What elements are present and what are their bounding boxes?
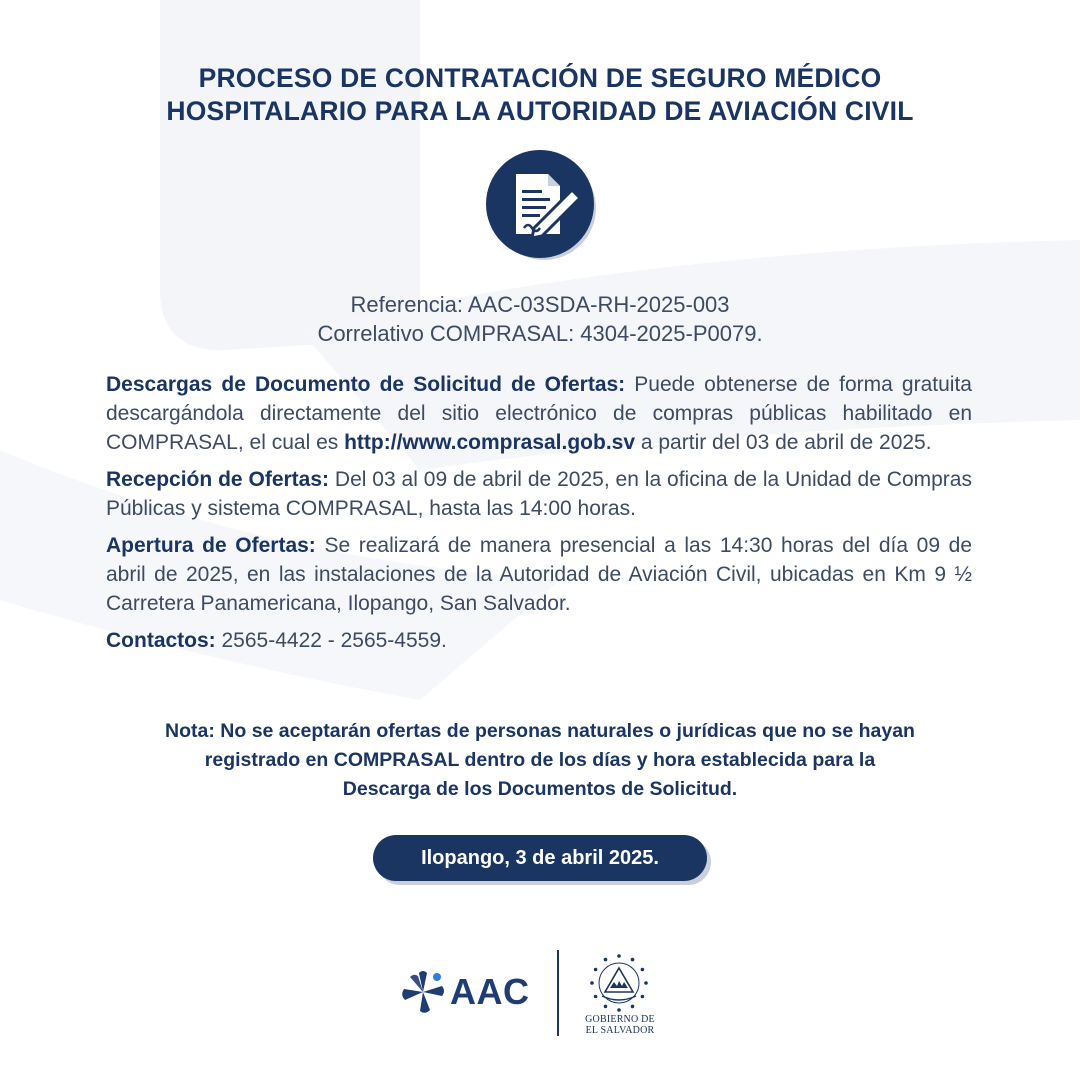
apertura-label: Apertura de Ofertas: — [106, 534, 316, 557]
gov-line-1: GOBIERNO DE — [585, 1014, 655, 1025]
reference-block — [140, 290, 940, 348]
nota-line-2: registrado en COMPRASAL dentro de los días y hora establecida para la — [204, 749, 876, 771]
descargas-text: Puede obtenerse de forma gratuita descargándola directamente del sitio electrónico de compras públicas habilitado en COMPRASAL, el cual es — [106, 373, 972, 454]
descargas-label: Descargas de Documento de Solicitud de Ofertas: — [106, 373, 626, 396]
contactos-text: 2565-4422 - 2565-4559. — [215, 629, 447, 652]
page-title — [60, 62, 1020, 128]
document-edit-icon — [486, 150, 596, 260]
nota-block — [100, 717, 980, 804]
apertura-text: Se realizará de manera presencial a las 14:30 horas del día 09 de abril de 2025, en las instalaciones de la Autoridad de Aviación Civil, ubicadas en Km 9 ½ Carretera Panamericana, Ilopango, San Salvador. — [106, 534, 973, 615]
nota-line-3: Descarga de los Documentos de Solicitud. — [342, 778, 738, 800]
section-apertura — [106, 531, 972, 618]
gov-line-2: EL SALVADOR — [585, 1025, 655, 1036]
date-badge: Ilopango, 3 de abril 2025. — [373, 835, 707, 881]
contactos-label: Contactos: — [106, 629, 216, 652]
correlativo-line: Correlativo COMPRASAL: 4304-2025-P0079. — [317, 321, 763, 346]
section-contactos — [106, 626, 972, 655]
recepcion-label: Recepción de Ofertas: — [106, 468, 330, 491]
gov-label — [570, 1014, 670, 1036]
descargas-text-after: a partir del 03 de abril de 2025. — [635, 431, 932, 454]
recepcion-text: Del 03 al 09 de abril de 2025, en la oficina de la Unidad de Compras Públicas y sistema COMPRASAL, hasta las 14:00 horas. — [106, 468, 972, 520]
nota-line-1: Nota: No se aceptarán ofertas de personas naturales o jurídicas que no se hayan — [165, 720, 915, 742]
section-descargas — [106, 370, 972, 457]
footer-divider — [557, 950, 559, 1036]
body-text — [106, 370, 972, 663]
section-recepcion — [106, 465, 972, 523]
el-salvador-seal-icon — [588, 952, 650, 1014]
aac-star-icon — [400, 969, 446, 1015]
title-line-1: PROCESO DE CONTRATACIÓN DE SEGURO MÉDICO — [198, 63, 882, 93]
title-line-2: HOSPITALARIO PARA LA AUTORIDAD DE AVIACIÓN CIVIL — [166, 96, 914, 126]
comprasal-link[interactable]: http://www.comprasal.gob.sv — [344, 431, 636, 454]
reference-line: Referencia: AAC-03SDA-RH-2025-003 — [350, 292, 730, 317]
aac-wordmark: AAC — [450, 971, 530, 1012]
